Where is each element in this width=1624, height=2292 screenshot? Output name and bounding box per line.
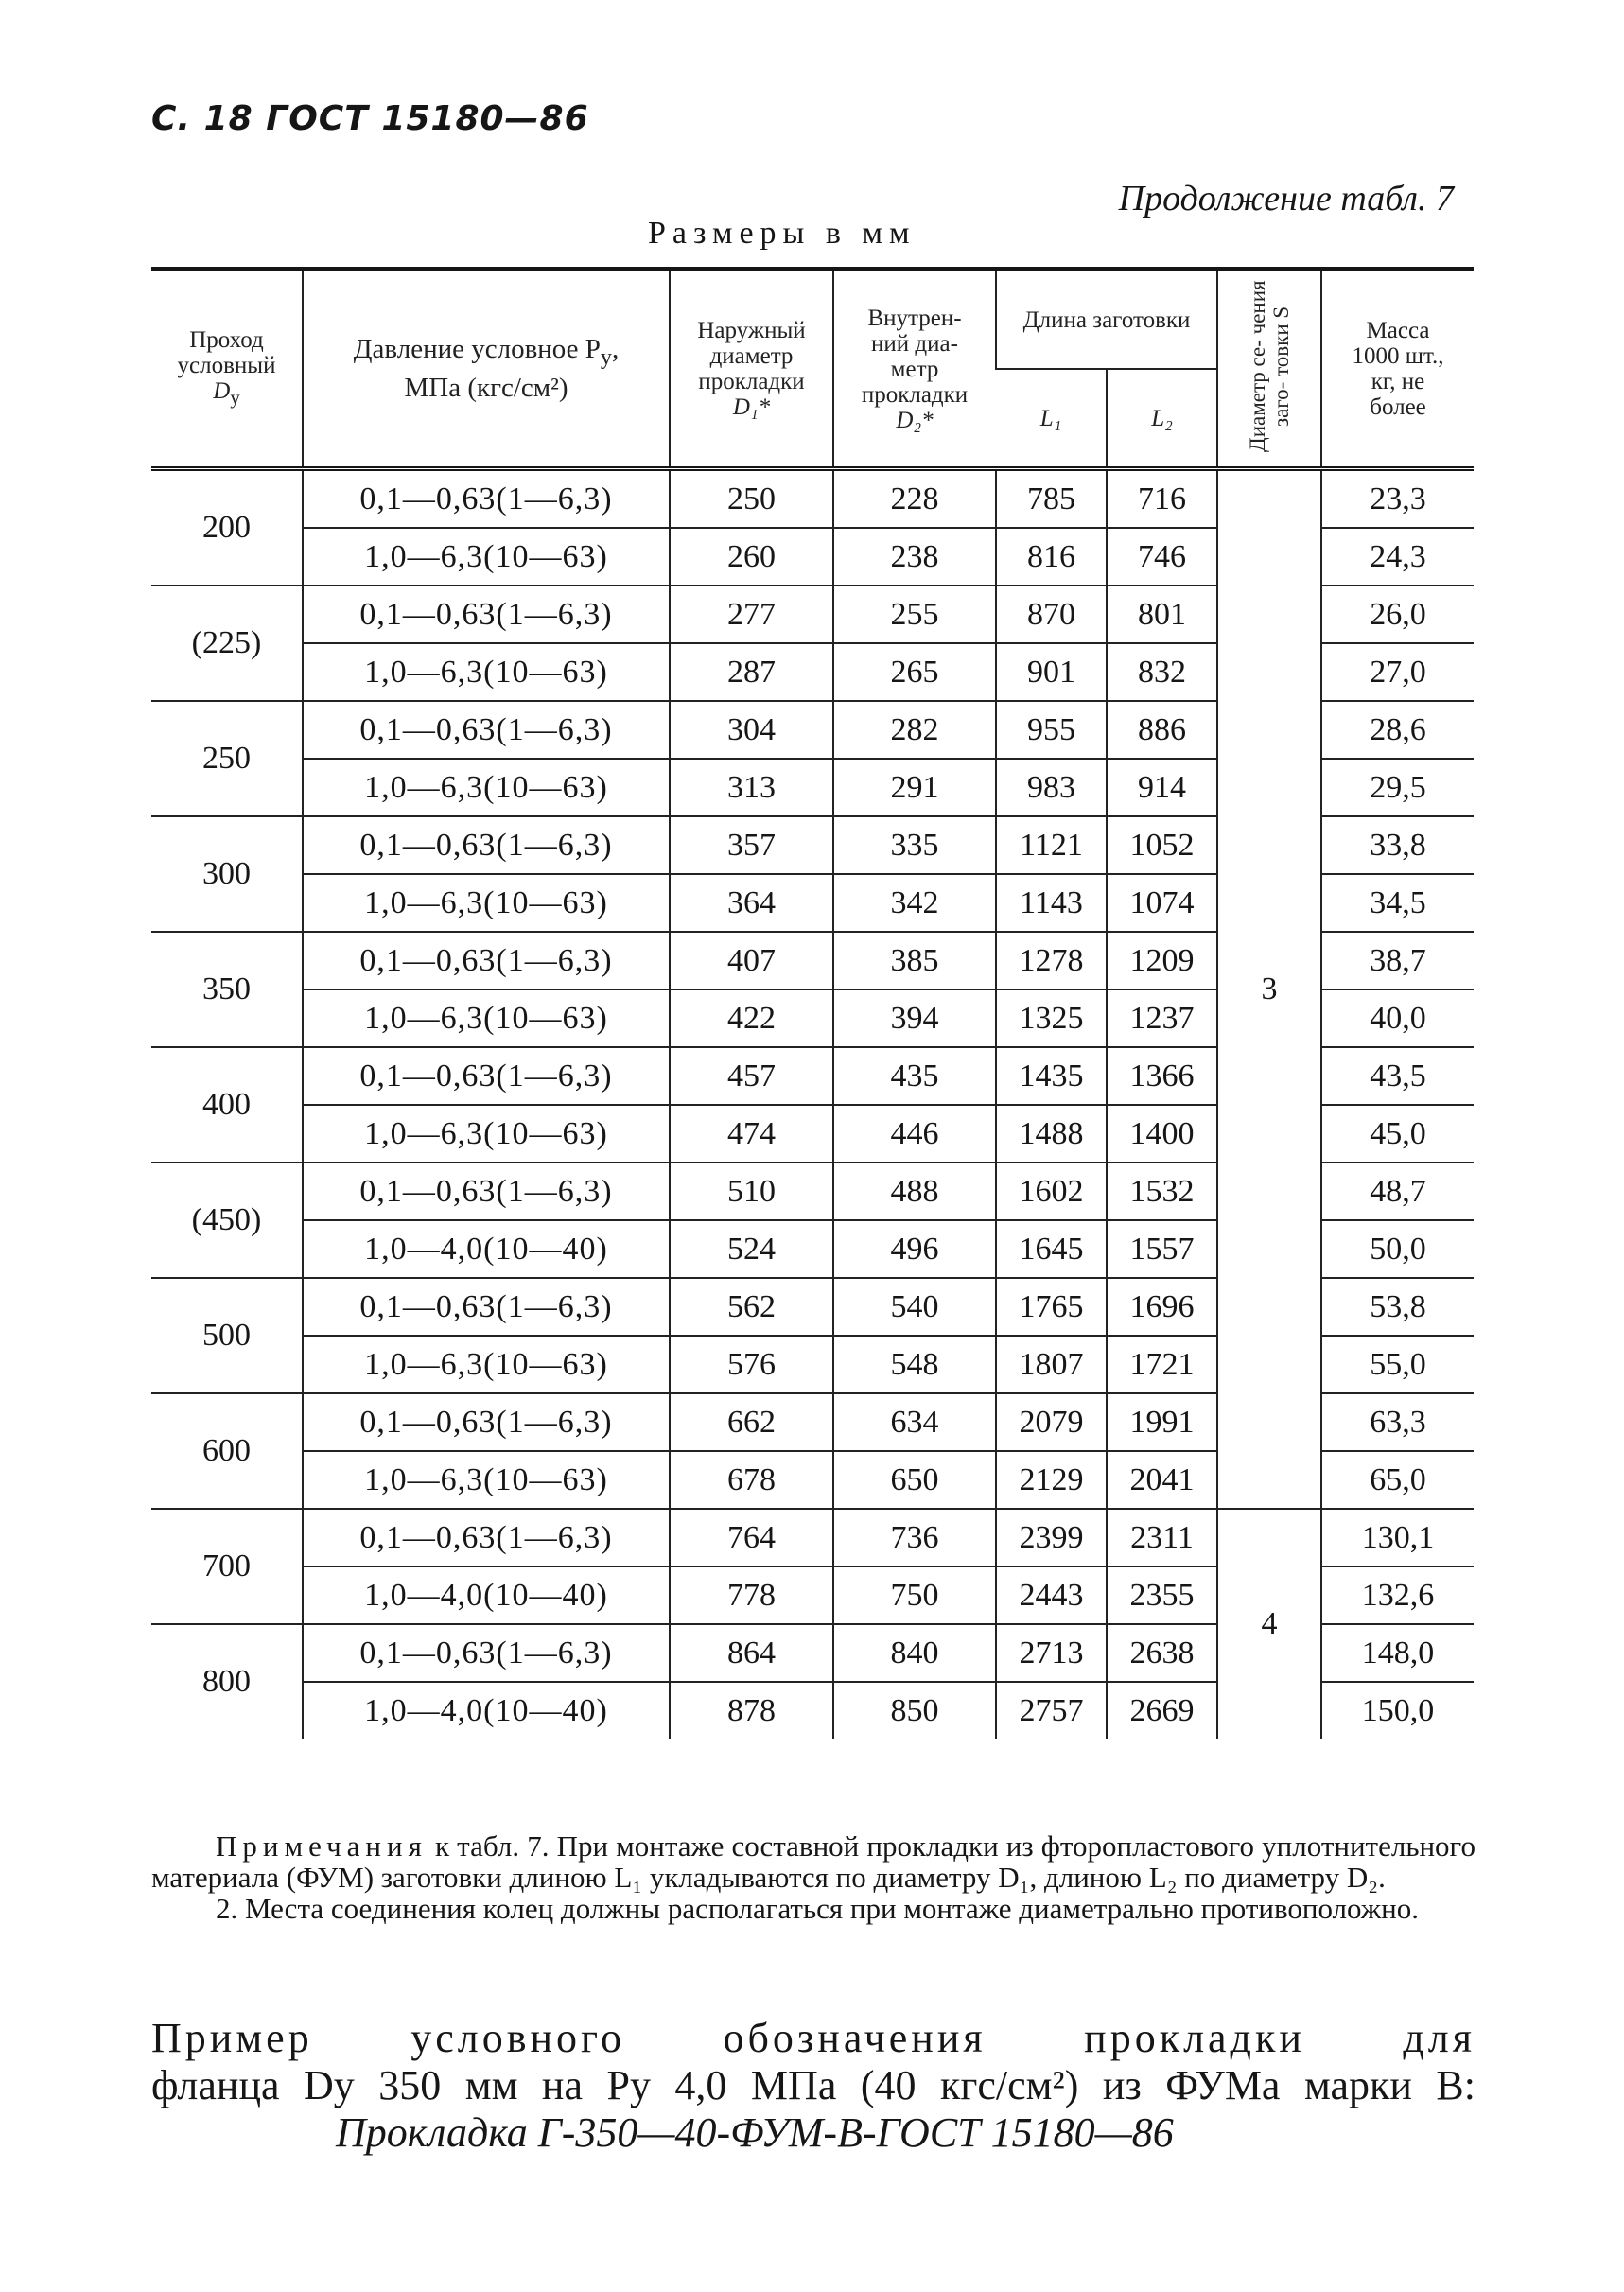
cell-d2: 394 (833, 989, 996, 1047)
cell-l1: 1488 (996, 1105, 1107, 1163)
col-header-mass: Масса 1000 шт., кг, не более (1321, 270, 1474, 469)
cell-d2: 548 (833, 1336, 996, 1393)
cell-d2: 496 (833, 1220, 996, 1278)
cell-d1: 764 (670, 1509, 833, 1566)
cell-mass: 53,8 (1321, 1278, 1474, 1336)
cell-d1: 304 (670, 701, 833, 759)
table-continuation-label: Продолжение табл. 7 (1118, 179, 1454, 219)
cell-pressure: 0,1—0,63(1—6,3) (303, 701, 670, 759)
cell-l1: 1602 (996, 1163, 1107, 1220)
cell-l2: 716 (1107, 469, 1217, 529)
cell-mass: 55,0 (1321, 1336, 1474, 1393)
gasket-dimensions-table (151, 267, 1474, 1739)
cell-mass: 130,1 (1321, 1509, 1474, 1566)
cell-d2: 265 (833, 643, 996, 701)
cell-mass: 148,0 (1321, 1624, 1474, 1682)
cell-pressure: 1,0—6,3(10—63) (303, 1451, 670, 1509)
cell-l1: 1645 (996, 1220, 1107, 1278)
cell-pressure: 1,0—6,3(10—63) (303, 759, 670, 816)
cell-d2: 850 (833, 1682, 996, 1739)
cell-pressure: 1,0—6,3(10—63) (303, 643, 670, 701)
cell-mass: 27,0 (1321, 643, 1474, 701)
col-header-length-group: Длина заготовки (996, 270, 1217, 370)
cell-d1: 364 (670, 874, 833, 932)
cell-d1: 510 (670, 1163, 833, 1220)
cell-l1: 1325 (996, 989, 1107, 1047)
cell-l2: 1074 (1107, 874, 1217, 932)
cell-pressure: 1,0—4,0(10—40) (303, 1566, 670, 1624)
cell-pressure: 0,1—0,63(1—6,3) (303, 932, 670, 989)
cell-l1: 955 (996, 701, 1107, 759)
cell-d2: 488 (833, 1163, 996, 1220)
cell-dy: (450) (151, 1163, 303, 1278)
cell-l2: 1052 (1107, 816, 1217, 874)
cell-mass: 29,5 (1321, 759, 1474, 816)
notes-section (151, 1830, 1476, 1924)
col-header-section-diameter: Диаметр се- чения заго- товки S (1217, 270, 1321, 469)
cell-d2: 238 (833, 528, 996, 586)
cell-mass: 48,7 (1321, 1163, 1474, 1220)
col-header-pressure: Давление условное $P_у$, МПа (кгс/см²) (303, 270, 670, 469)
cell-mass: 28,6 (1321, 701, 1474, 759)
cell-mass: 132,6 (1321, 1566, 1474, 1624)
cell-l1: 2399 (996, 1509, 1107, 1566)
cell-l1: 2079 (996, 1393, 1107, 1451)
cell-l2: 1400 (1107, 1105, 1217, 1163)
cell-d2: 255 (833, 586, 996, 643)
cell-l2: 2355 (1107, 1566, 1217, 1624)
cell-dy: 500 (151, 1278, 303, 1393)
cell-pressure: 1,0—6,3(10—63) (303, 874, 670, 932)
cell-pressure: 0,1—0,63(1—6,3) (303, 1163, 670, 1220)
cell-d1: 678 (670, 1451, 833, 1509)
cell-d2: 291 (833, 759, 996, 816)
cell-l1: 2713 (996, 1624, 1107, 1682)
cell-pressure: 0,1—0,63(1—6,3) (303, 1624, 670, 1682)
cell-d1: 778 (670, 1566, 833, 1624)
cell-pressure: 1,0—4,0(10—40) (303, 1682, 670, 1739)
cell-mass: 24,3 (1321, 528, 1474, 586)
cell-l2: 1209 (1107, 932, 1217, 989)
cell-l2: 2311 (1107, 1509, 1217, 1566)
cell-l2: 746 (1107, 528, 1217, 586)
cell-dy: 700 (151, 1509, 303, 1624)
cell-l1: 2757 (996, 1682, 1107, 1739)
cell-l2: 1532 (1107, 1163, 1217, 1220)
cell-pressure: 0,1—0,63(1—6,3) (303, 1393, 670, 1451)
cell-d1: 562 (670, 1278, 833, 1336)
cell-mass: 23,3 (1321, 469, 1474, 529)
cell-pressure: 0,1—0,63(1—6,3) (303, 816, 670, 874)
cell-d1: 474 (670, 1105, 833, 1163)
col-header-d1: Наружный диаметр прокладки D₁* (670, 270, 833, 469)
cell-dy: 400 (151, 1047, 303, 1163)
cell-l1: 2443 (996, 1566, 1107, 1624)
cell-l1: 785 (996, 469, 1107, 529)
cell-pressure: 0,1—0,63(1—6,3) (303, 469, 670, 529)
cell-d1: 662 (670, 1393, 833, 1451)
cell-mass: 40,0 (1321, 989, 1474, 1047)
cell-l2: 1366 (1107, 1047, 1217, 1105)
cell-dy: 200 (151, 469, 303, 586)
cell-pressure: 0,1—0,63(1—6,3) (303, 586, 670, 643)
cell-mass: 33,8 (1321, 816, 1474, 874)
cell-l2: 1991 (1107, 1393, 1217, 1451)
cell-d2: 385 (833, 932, 996, 989)
cell-l1: 1278 (996, 932, 1107, 989)
example-description: фланца Dу 350 мм на Pу 4,0 МПа (40 кгс/см²) из ФУМа марки В: (151, 2062, 1476, 2108)
cell-l2: 1237 (1107, 989, 1217, 1047)
cell-pressure: 0,1—0,63(1—6,3) (303, 1509, 670, 1566)
cell-mass: 26,0 (1321, 586, 1474, 643)
col-header-l1: L₁ (996, 369, 1107, 469)
cell-d2: 228 (833, 469, 996, 529)
cell-pressure: 1,0—4,0(10—40) (303, 1220, 670, 1278)
cell-l1: 1807 (996, 1336, 1107, 1393)
cell-l1: 1143 (996, 874, 1107, 932)
cell-d2: 840 (833, 1624, 996, 1682)
cell-pressure: 1,0—6,3(10—63) (303, 528, 670, 586)
cell-dy: 800 (202, 1664, 251, 1699)
col-header-d2: Внутрен- ний диа- метр прокладки D₂* (833, 270, 996, 469)
cell-l1: 901 (996, 643, 1107, 701)
note-1: Примечания к табл. 7. При монтаже составной прокладки из фторопластового уплотнительного материала (ФУМ) заготовки длиною L₁ укладываются по диаметру D₁, длиною L₂ по диаметру D₂. (151, 1829, 1476, 1894)
cell-d2: 634 (833, 1393, 996, 1451)
cell-d2: 650 (833, 1451, 996, 1509)
cell-l1: 2129 (996, 1451, 1107, 1509)
table-row (151, 1509, 1474, 1566)
cell-dy: (225) (151, 586, 303, 701)
col-header-dy: Проход условный $D_у$ (151, 270, 303, 469)
cell-l2: 801 (1107, 586, 1217, 643)
cell-d1: 313 (670, 759, 833, 816)
cell-l1: 983 (996, 759, 1107, 816)
units-caption: Размеры в мм (648, 216, 917, 251)
note-2: 2. Места соединения колец должны располагаться при монтаже диаметрально противоположно. (216, 1892, 1420, 1925)
cell-section-diameter: 3 (1217, 469, 1321, 1510)
cell-d1: 287 (670, 643, 833, 701)
cell-d1: 878 (670, 1682, 833, 1739)
cell-pressure: 1,0—6,3(10—63) (303, 1105, 670, 1163)
cell-mass: 50,0 (1321, 1220, 1474, 1278)
example-heading: Пример условного обозначения прокладки для (151, 2015, 1476, 2061)
designation-example (151, 2015, 1476, 2157)
cell-mass: 34,5 (1321, 874, 1474, 932)
cell-l2: 2669 (1107, 1682, 1217, 1739)
cell-mass: 38,7 (1321, 932, 1474, 989)
page-title: С. 18 ГОСТ 15180—86 (151, 99, 589, 138)
cell-d1: 407 (670, 932, 833, 989)
cell-mass: 65,0 (1321, 1451, 1474, 1509)
cell-l1: 1435 (996, 1047, 1107, 1105)
cell-d1: 357 (670, 816, 833, 874)
cell-d1: 422 (670, 989, 833, 1047)
table-row (151, 469, 1474, 529)
cell-mass: 43,5 (1321, 1047, 1474, 1105)
cell-d1: 250 (670, 469, 833, 529)
cell-l2: 2638 (1107, 1624, 1217, 1682)
cell-mass: 63,3 (1321, 1393, 1474, 1451)
cell-pressure: 0,1—0,63(1—6,3) (303, 1047, 670, 1105)
cell-d1: 457 (670, 1047, 833, 1105)
cell-d2: 540 (833, 1278, 996, 1336)
col-header-l2: L₂ (1107, 369, 1217, 469)
cell-d2: 435 (833, 1047, 996, 1105)
cell-d2: 750 (833, 1566, 996, 1624)
cell-d2: 342 (833, 874, 996, 932)
cell-l1: 870 (996, 586, 1107, 643)
cell-section-diameter: 4 (1217, 1509, 1321, 1739)
cell-l1: 1765 (996, 1278, 1107, 1336)
cell-dy: 350 (151, 932, 303, 1047)
cell-l2: 2041 (1107, 1451, 1217, 1509)
cell-mass: 45,0 (1321, 1105, 1474, 1163)
cell-d2: 736 (833, 1509, 996, 1566)
cell-mass: 150,0 (1321, 1682, 1474, 1739)
table-body (151, 469, 1474, 1740)
cell-l2: 1696 (1107, 1278, 1217, 1336)
cell-l2: 1557 (1107, 1220, 1217, 1278)
example-designation: Прокладка Г-350—40-ФУМ-В-ГОСТ 15180—86 (336, 2109, 1174, 2156)
cell-dy: 250 (151, 701, 303, 816)
cell-l1: 816 (996, 528, 1107, 586)
cell-d2: 446 (833, 1105, 996, 1163)
cell-d1: 864 (670, 1624, 833, 1682)
cell-l2: 886 (1107, 701, 1217, 759)
cell-l2: 832 (1107, 643, 1217, 701)
cell-d1: 277 (670, 586, 833, 643)
cell-d2: 335 (833, 816, 996, 874)
cell-d1: 576 (670, 1336, 833, 1393)
cell-d1: 524 (670, 1220, 833, 1278)
cell-pressure: 0,1—0,63(1—6,3) (303, 1278, 670, 1336)
cell-dy: 600 (151, 1393, 303, 1509)
cell-d1: 260 (670, 528, 833, 586)
cell-dy: 300 (151, 816, 303, 932)
cell-d2: 282 (833, 701, 996, 759)
cell-pressure: 1,0—6,3(10—63) (303, 1336, 670, 1393)
cell-l1: 1121 (996, 816, 1107, 874)
cell-l2: 914 (1107, 759, 1217, 816)
cell-pressure: 1,0—6,3(10—63) (303, 989, 670, 1047)
cell-l2: 1721 (1107, 1336, 1217, 1393)
